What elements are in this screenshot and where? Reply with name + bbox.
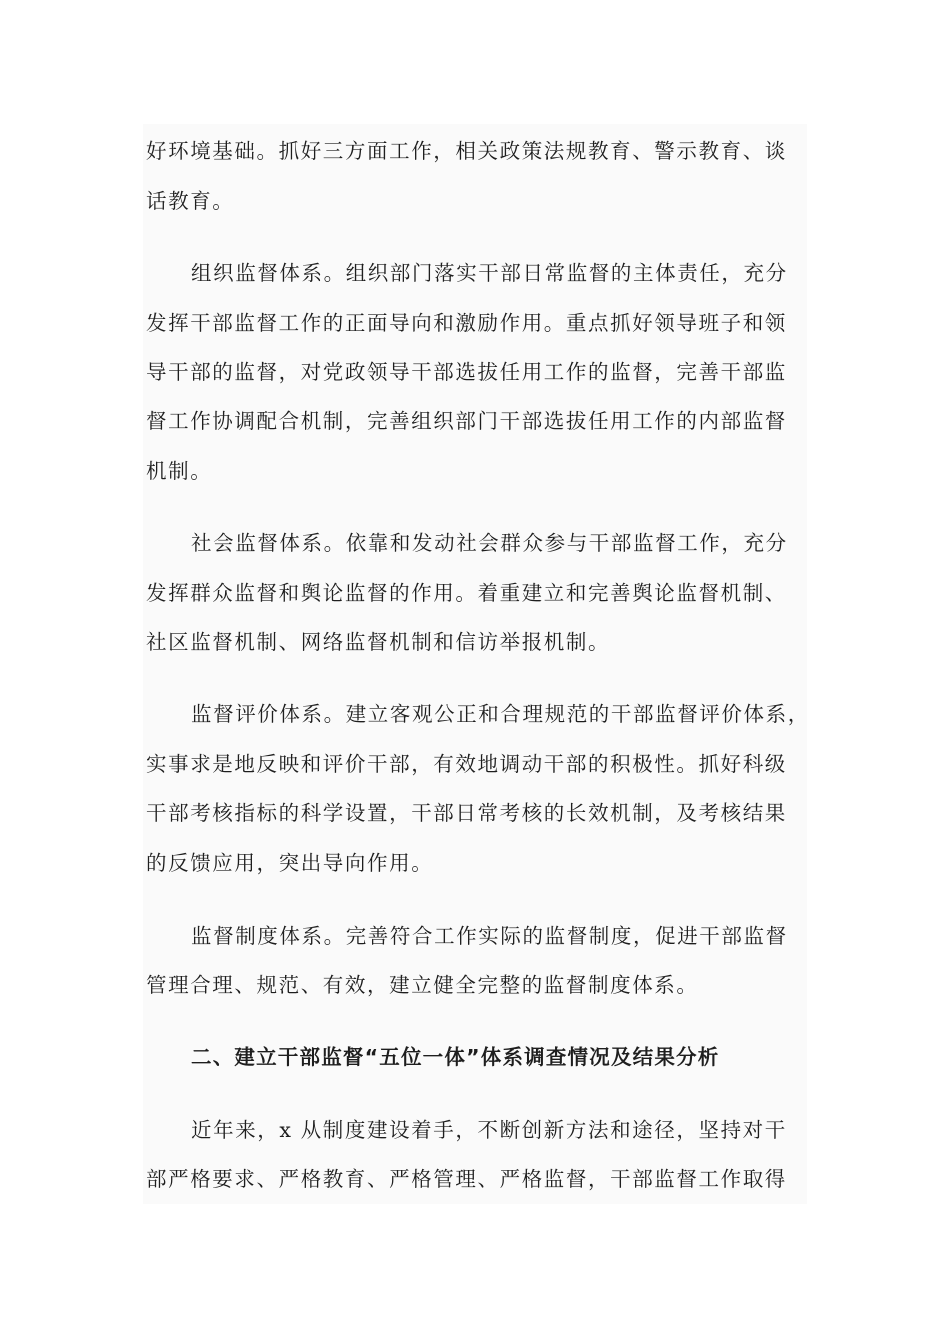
paragraph-line: 社区监督机制、网络监督机制和信访举报机制。	[146, 630, 611, 654]
paragraph-line: 的反馈应用，突出导向作用。	[146, 851, 434, 875]
section-heading: 二、建立干部监督“五位一体”体系调查情况及结果分析	[191, 1045, 720, 1069]
paragraph-line: 话教育。	[146, 189, 235, 213]
paragraph-line: 管理合理、规范、有效，建立健全完整的监督制度体系。	[146, 973, 699, 997]
paragraph-line: 机制。	[146, 459, 213, 483]
paragraph-line: 实事求是地反映和评价干部，有效地调动干部的积极性。抓好科级	[146, 752, 787, 776]
paragraph-line: 好环境基础。抓好三方面工作，相关政策法规教育、警示教育、谈	[146, 139, 787, 163]
paragraph-line: 社会监督体系。依靠和发动社会群众参与干部监督工作，充分	[191, 531, 788, 555]
paragraph-line: 近年来，x 从制度建设着手，不断创新方法和途径，坚持对干	[191, 1118, 787, 1142]
paragraph-line: 督工作协调配合机制，完善组织部门干部选拔任用工作的内部监督	[146, 409, 787, 433]
paragraph-line: 部严格要求、严格教育、严格管理、严格监督，干部监督工作取得	[146, 1167, 787, 1191]
paragraph-line: 监督制度体系。完善符合工作实际的监督制度，促进干部监督	[191, 924, 788, 948]
paragraph-line: 监督评价体系。建立客观公正和合理规范的干部监督评价体系，	[191, 702, 810, 726]
paragraph-line: 导干部的监督，对党政领导干部选拔任用工作的监督，完善干部监	[146, 360, 787, 384]
paragraph-line: 组织监督体系。组织部门落实干部日常监督的主体责任，充分	[191, 261, 788, 285]
paragraph-line: 发挥干部监督工作的正面导向和激励作用。重点抓好领导班子和领	[146, 311, 787, 335]
paragraph-line: 发挥群众监督和舆论监督的作用。着重建立和完善舆论监督机制、	[146, 581, 787, 605]
paragraph-line: 干部考核指标的科学设置，干部日常考核的长效机制，及考核结果	[146, 801, 787, 825]
